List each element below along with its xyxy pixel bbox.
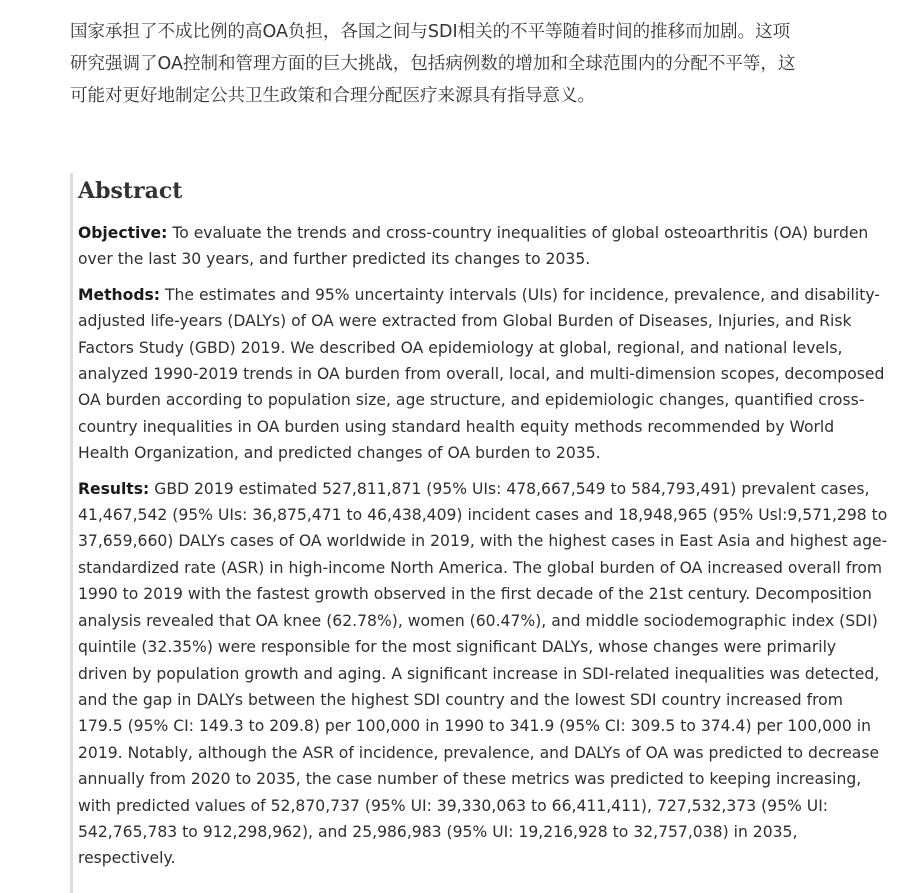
abstract-objective xyxy=(78,220,890,273)
objective-label: Objective: xyxy=(78,224,168,242)
results-text: GBD 2019 estimated 527,811,871 (95% UIs: 478,667,549 to 584,793,491) prevalent cases, 41,467,542 (95% UIs: 36,875,471 to 46,438,409) incident cases and 18,948,965 (95% Usl:9,571,298 to 37,659,660) DALYs cases of OA worldwide in 2019, with the highest cases in East Asia and highest age-standardized rate (ASR) in high-income North America. The global burden of OA increased overall from 1990 to 2019 with the fastest growth observed in the first decade of the 21st century. Decomposition analysis revealed that OA knee (62.78%), women (60.47%), and middle sociodemographic index (SDI) quintile (32.35%) were responsible for the most significant DALYs, whose changes were primarily driven by population growth and aging. A significant increase in SDI-related inequalities was detected, and the gap in DALYs between the highest SDI country and the lowest SDI country increased from 179.5 (95% CI: 149.3 to 209.8) per 100,000 in 1990 to 341.9 (95% CI: 309.5 to 374.4) per 100,000 in 2019. Notably, although the ASR of incidence, prevalence, and DALYs of OA was predicted to decrease annually from 2020 to 2035, the case number of these metrics was predicted to keeping increasing, with predicted values of 52,870,737 (95% UI: 39,330,063 to 66,411,411), 727,532,373 (95% UI: 542,765,783 to 912,298,962), and 25,986,983 (95% UI: 19,216,928 to 32,757,038) in 2035, respectively. xyxy=(78,479,888,868)
results-label: Results: xyxy=(78,479,150,498)
intro-line-1: 国家承担了不成比例的高OA负担，各国之间与SDI相关的不平等随着时间的推移而加剧。这项 xyxy=(70,22,791,42)
objective-text: To evaluate the trends and cross-country inequalities of global osteoarthritis (OA) burden over the last 30 years, and further predicted its changes to 2035. xyxy=(78,224,869,269)
methods-label: Methods: xyxy=(78,285,161,304)
intro-line-2: 研究强调了OA控制和管理方面的巨大挑战，包括病例数的增加和全球范围内的分配不平等，这 xyxy=(70,54,796,74)
abstract-results xyxy=(78,476,890,872)
intro-paragraph xyxy=(70,0,890,112)
methods-text: The estimates and 95% uncertainty intervals (UIs) for incidence, prevalence, and disability-adjusted life-years (DALYs) of OA were extracted from Global Burden of Diseases, Injuries, and Risk Factors Study (GBD) 2019. We described OA epidemiology at global, regional, and national levels, analyzed 1990-2019 trends in OA burden from overall, local, and multi-dimension scopes, decomposed OA burden according to population size, age structure, and epidemiologic changes, quantified cross-country inequalities in OA burden using standard health equity methods recommended by World Health Organization, and predicted changes of OA burden to 2035. xyxy=(78,285,885,463)
abstract-title: Abstract xyxy=(78,178,183,204)
intro-line-3: 可能对更好地制定公共卫生政策和合理分配医疗来源具有指导意义。 xyxy=(70,86,595,106)
abstract-block xyxy=(70,173,890,893)
abstract-methods xyxy=(78,282,890,467)
